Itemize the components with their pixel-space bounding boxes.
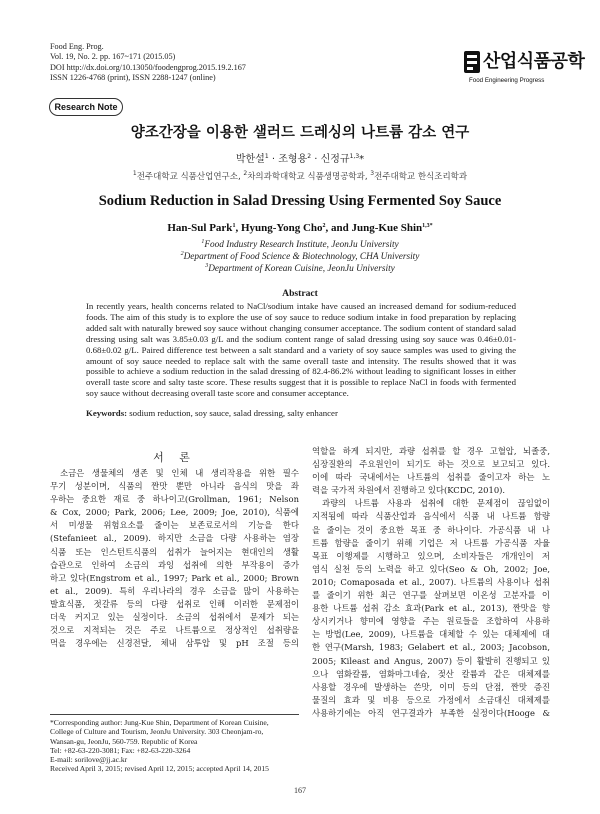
author-ko-1: 박한설 <box>235 154 265 165</box>
journal-name: Food Eng. Prog. <box>50 42 104 51</box>
body-text-line: 습관으로 인하여 소금의 과잉 섭취에 의한 부작용이 증가 <box>50 559 299 570</box>
body-text-line: 서 미생물 위험요소를 줄이는 보존료로서의 기능을 한다 <box>50 520 299 531</box>
author-ko-3: 신정규 <box>320 154 350 165</box>
keywords <box>86 408 516 418</box>
body-right-column <box>312 445 550 720</box>
body-text-line: 역할을 하게 되지만, 과량 섭취를 할 경우 고혈압, 뇌졸중, <box>312 446 550 456</box>
body-text-line: 더욱 커지고 있는 실정이다. 소금의 섭취에서 문제가 되는 <box>50 612 299 623</box>
journal-doi: DOI http://dx.doi.org/10.13050/foodengprog.2015.19.2.167 <box>50 62 246 72</box>
body-text-line: 하고 있다(Engstrom et al., 1997; Park et al., 2000; Brown <box>50 572 299 583</box>
body-text-line: 한 연구(Marsh, 1983; Gelabert et al., 2003; Jacobson, <box>312 642 550 653</box>
journal-issn: ISSN 1226-4768 (print), ISSN 2288-1247 (online) <box>50 72 216 82</box>
body-text-line: 무기 성분이며, 식품의 짠맛 뿐만 아니라 음식의 맛을 좌 <box>50 481 299 492</box>
journal-volume: Vol. 19, No. 2. pp. 167~171 (2015.05) <box>50 52 176 62</box>
affiliation-en-1: $^1$Food Industry Research Institute, JeonJu University <box>201 239 399 250</box>
keywords-label: Keywords: <box>86 408 128 418</box>
journal-header <box>50 42 246 83</box>
body-text-line: et al., 2009). 특히 우리나라의 경우 소금을 많이 사용하는 <box>50 585 299 596</box>
body-text-line: 식품 또는 인스턴트식품의 섭취가 늘어지는 현대인의 생활 <box>50 546 299 557</box>
body-text-line: 을 줄이는 것이 중요한 목표 중 하나이다. 가공식품 내 나 <box>312 524 550 535</box>
body-text-line: 으나 염화칼륨, 염화마그네슘, 젖산 칼륨과 같은 대체제를 <box>312 668 550 679</box>
affiliations-korean: $^1$전주대학교 식품산업연구소, $^2$차의과학대학교 식품생명공학과, $^3$전주대학교 한식조리학과 <box>132 170 468 182</box>
page-number: 167 <box>294 786 306 795</box>
body-text-line: 먹을 경우에는 신경전달, 체내 삼투압 및 pH 조절 등의 <box>50 638 299 649</box>
title-korean: 양조간장을 이용한 샐러드 드레싱의 나트륨 감소 연구 <box>130 125 470 141</box>
footnote-divider <box>50 714 299 715</box>
logo-mark-icon <box>463 50 481 74</box>
keywords-list: sodium reduction, soy sauce, salad dressing, salty enhancer <box>129 408 338 418</box>
logo-subtitle: Food Engineering Progress <box>469 77 545 84</box>
body-text-line: 2005; Kileast and Angus, 2007) 등이 활발히 진행되고 있 <box>312 655 550 666</box>
journal-logo <box>463 47 585 93</box>
body-text-line: 우하는 중요한 재료 중 하나이고(Grollman, 1961; Nelson <box>50 494 299 505</box>
authors-english: Han-Sul Park$^1$, Hyung-Yong Cho$^2$, and Jung-Kue Shin$^{1,3*}$ <box>167 222 433 234</box>
body-text-line: 과량의 나트륨 사용과 섭취에 대한 문제점이 끊임없이 <box>322 498 550 509</box>
affiliation-en-3: $^3$Department of Korean Cuisine, JeonJu University <box>205 263 395 274</box>
body-text-line: 트륨 함량을 줄이기 위해 기업은 저 나트륨 가공식품 자율 <box>312 537 550 548</box>
body-text-line: & Cox, 2000; Park, 2006; Lee, 2009; Joe, 2010), 식품에 <box>50 507 299 518</box>
footnote: *Corresponding author: Jung-Kue Shin, Department of Korean Cuisine, College of Culture and Tourism, JeonJu University. 303 Cheonjam-ro, Wansan-gu, JeonJu, 560-759. Republic of Korea Tel: +82-63-220-3081; Fax: +82-63-220-3264 E-mail: sorilove@jj.ac.kr Received April 3, 2015; revised April 12, 2015; accepted April 14, 2015 <box>50 718 269 774</box>
body-text-line: 상시키거나 향미에 영향을 주는 원료들을 조합하여 사용하 <box>312 616 550 627</box>
body-text-line: 를 줄이기 위한 최근 연구를 살펴보면 이온성 고분자를 이 <box>312 590 550 601</box>
body-text-line: 사용하기에는 아직 연구결과가 부족한 실정이다(Hooge & <box>312 707 550 718</box>
abstract-text: In recently years, health concerns related to NaCl/sodium intake have caused an increased demand for sodium-reduced foods. The aim of this study is to explore the use of soy sauce to reduce sodium intake in food preparation by replacing added salt with naturally brewed soy sauce without changing consumer acceptance. The sodium content of standard salad dressing using salt was 3.85±0.03 g/L and the sodium content range of salad dressing using soy sauce was 0.46±0.01-0.68±0.02 g/L. Paired difference test between a salt standard and a variety of soy sauce samples was used to giving the amount of soy sauce needed to replace salt with the same overall taste and intensity. The results showed that it was possible to achieve a sodium reduction in the salad dressing of 82.4-86.2% without leading to significant losses in either overall taste score and salty taste score. These results suggest that it is possible to replace NaCl in foods with fermented soy sauce without decreasing overall taste score and consumer acceptance. <box>86 301 516 399</box>
body-text-line: 것으로 지적되는 것은 주로 나트륨으로 정상적인 섭취량을 <box>50 625 299 636</box>
body-text-line: 2010; Comaposada et al., 2007). 나트륨의 사용이나 섭취 <box>312 576 550 587</box>
author-ko-2: 조형용 <box>278 154 308 165</box>
body-text-line: 사용할 경우에 발생하는 쓴맛, 이미 등의 단점, 짠맛 증진 <box>312 681 550 692</box>
body-text-line: 목표 이행제를 시행하고 있으며, 소비자들은 개개인이 저 <box>312 550 550 561</box>
body-text-line: 는 방법(Lee, 2009), 나트륨을 대체할 수 있는 대체제에 대 <box>312 629 550 640</box>
body-text-line: (Stefanieet al., 2009). 하지만 소금을 다량 사용하는 염장 <box>50 533 299 544</box>
title-english: Sodium Reduction in Salad Dressing Using Fermented Soy Sauce <box>98 193 502 209</box>
affiliation-en-2: $^2$Department of Food Science & Biotechnology, CHA University <box>180 251 420 262</box>
body-text-line: 이에 따라 국내에서는 나트륨의 섭취를 줄이고자 하는 노 <box>312 472 550 483</box>
body-text-line: 소금은 생물체의 생존 및 인체 내 생리작용을 위한 필수 <box>60 468 299 478</box>
article-type-badge: Research Note <box>49 98 123 116</box>
body-left-column <box>50 467 299 650</box>
section-title-introduction: 서 론 <box>153 451 196 464</box>
logo-title: 산업식품공학 <box>483 51 585 72</box>
body-text-line: 용한 나트륨 섭취 감소 효과(Park et al., 2013), 짠맛을 향 <box>312 603 550 614</box>
body-text-line: 물질의 효과 및 비용 등으로 가정에서 소금대신 대체제를 <box>312 694 550 705</box>
abstract-heading: Abstract <box>282 288 318 299</box>
body-text-line: 염식 실천 등의 노력을 하고 있다(Seo & Oh, 2002; Joe, <box>312 563 550 574</box>
body-text-line: 력을 국가적 차원에서 진행하고 있다(KCDC, 2010). <box>312 485 506 496</box>
body-text-line: 지적됨에 따라 식품산업과 음식에서 식품 내 나트륨 함량 <box>312 511 550 522</box>
body-text-line: 발효식품, 젓갈류 등의 다량 섭취로 인해 이러한 문제점이 <box>50 598 299 609</box>
body-text-line: 심장질환의 주요원인이 되기도 하는 것으로 보고되고 있다. <box>312 459 550 470</box>
authors-korean: 박한설$^1$ · 조형용$^2$ · 신정규$^{1,3}$* <box>235 153 365 165</box>
